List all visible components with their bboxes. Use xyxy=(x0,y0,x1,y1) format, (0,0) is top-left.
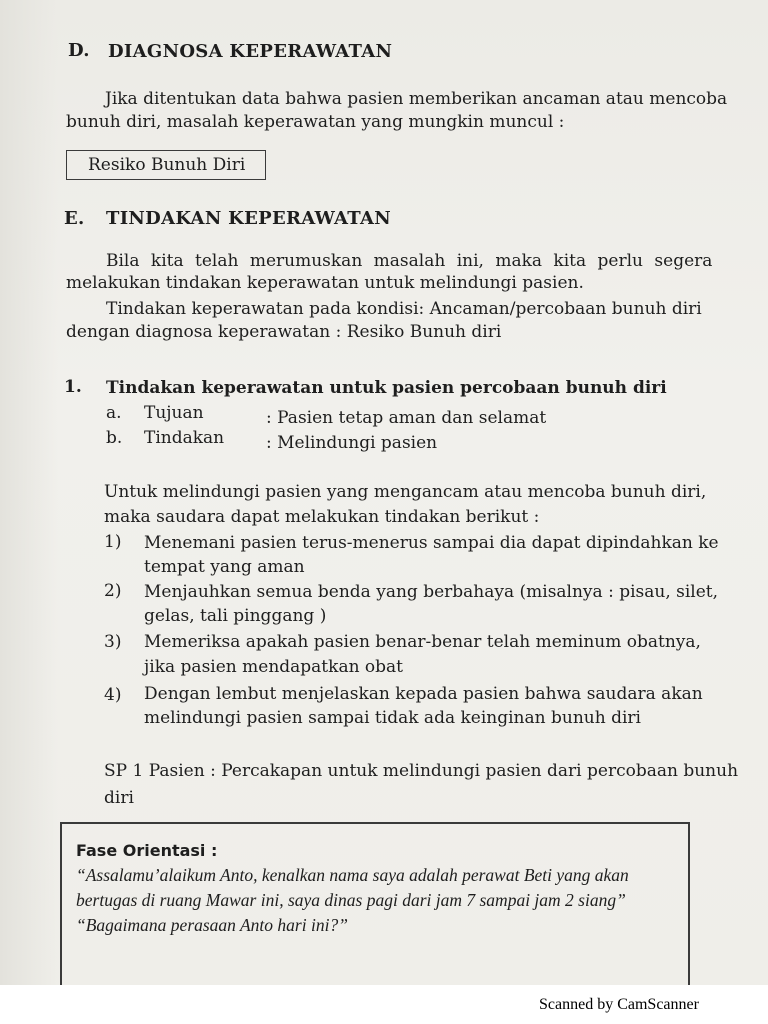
orientation-line2: bertugas di ruang Mawar ini, saya dinas pagi dari jam 7 sampai jam 2 siang” xyxy=(76,890,626,910)
item1a-label: a. xyxy=(106,403,122,423)
scanner-watermark: Scanned by CamScanner xyxy=(539,996,699,1013)
orientation-line3: “Bagaimana perasaan Anto hari ini?” xyxy=(76,915,348,935)
section-e-letter: E. xyxy=(64,208,85,229)
step4-line1: Dengan lembut menjelaskan kepada pasien bahwa saudara akan xyxy=(144,684,703,704)
section-e-para2-line2: dengan diagnosa keperawatan : Resiko Bunuh diri xyxy=(66,322,502,342)
section-d-para-line2: bunuh diri, masalah keperawatan yang mungkin muncul : xyxy=(66,112,565,132)
step1-line1: Menemani pasien terus-menerus sampai dia dapat dipindahkan ke xyxy=(144,533,719,553)
section-e-para1-line1: Bila kita telah merumuskan masalah ini, maka kita perlu segera xyxy=(106,251,713,271)
step1-number: 1) xyxy=(104,532,122,552)
step4-line2: melindungi pasien sampai tidak ada keinginan bunuh diri xyxy=(144,708,641,728)
intro-line2: maka saudara dapat melakukan tindakan berikut : xyxy=(104,507,540,527)
orientation-title: Fase Orientasi : xyxy=(76,841,218,860)
step2-number: 2) xyxy=(104,581,122,601)
sp1-line1: SP 1 Pasien : Percakapan untuk melindungi pasien dari percobaan bunuh xyxy=(104,761,739,781)
item1a-key: Tujuan xyxy=(144,403,204,423)
item1b-key: Tindakan xyxy=(144,428,225,448)
step3-number: 3) xyxy=(104,632,122,652)
item1-title: Tindakan keperawatan untuk pasien percobaan bunuh diri xyxy=(106,378,667,398)
item1-number: 1. xyxy=(64,377,82,397)
item1b-label: b. xyxy=(106,428,123,448)
step3-line2: jika pasien mendapatkan obat xyxy=(144,657,404,677)
diagnosis-box-text: Resiko Bunuh Diri xyxy=(88,155,246,175)
step2-line1: Menjauhkan semua benda yang berbahaya (misalnya : pisau, silet, xyxy=(144,582,719,602)
section-e-para2-line1: Tindakan keperawatan pada kondisi: Ancaman/percobaan bunuh diri xyxy=(106,299,702,319)
step3-line1: Memeriksa apakah pasien benar-benar telah meminum obatnya, xyxy=(144,632,701,652)
orientation-line1: “Assalamu’alaikum Anto, kenalkan nama saya adalah perawat Beti yang akan xyxy=(76,865,629,885)
section-d-title: DIAGNOSA KEPERAWATAN xyxy=(108,41,393,62)
section-e-para1-line2: melakukan tindakan keperawatan untuk melindungi pasien. xyxy=(66,273,584,293)
section-d-letter: D. xyxy=(68,40,90,61)
sp1-line2: diri xyxy=(104,788,134,808)
step1-line2: tempat yang aman xyxy=(144,557,305,577)
item1b-value: : Melindungi pasien xyxy=(266,433,438,453)
step2-line2: gelas, tali pinggang ) xyxy=(144,606,327,626)
section-d-para-line1: Jika ditentukan data bahwa pasien memberikan ancaman atau mencoba xyxy=(105,89,728,109)
section-e-title: TINDAKAN KEPERAWATAN xyxy=(106,208,391,229)
item1a-value: : Pasien tetap aman dan selamat xyxy=(266,408,547,428)
intro-line1: Untuk melindungi pasien yang mengancam atau mencoba bunuh diri, xyxy=(104,482,707,502)
step4-number: 4) xyxy=(104,685,122,705)
